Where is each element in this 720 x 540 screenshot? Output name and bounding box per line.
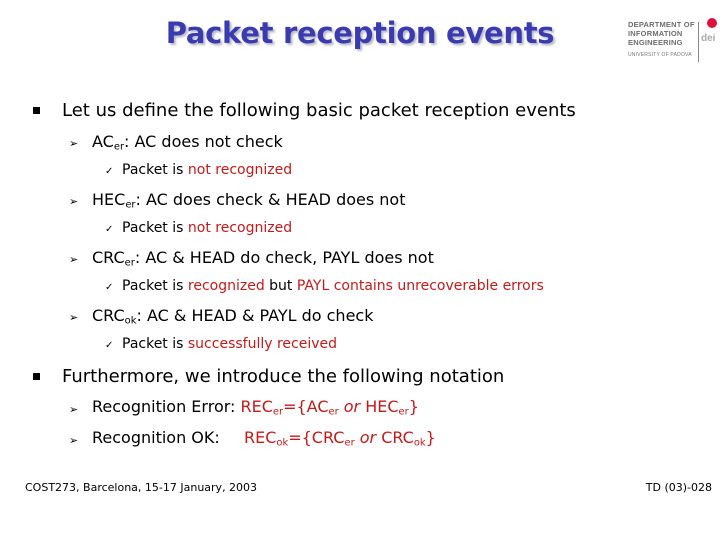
event-hec-er-note: Packet is not recognized [122, 220, 293, 236]
event-crc-er-note: Packet is recognized but PAYL contains unrecoverable errors [122, 278, 544, 294]
logo-text: DEPARTMENT OF INFORMATION ENGINEERING [628, 20, 695, 47]
arrow-bullet-icon: ➢ [69, 403, 79, 416]
arrow-bullet-icon: ➢ [69, 434, 79, 447]
event-hec-er: $HEC_{er}$: AC does check & HEAD does not [92, 190, 406, 211]
bullet-intro: Let us define the following basic packet reception events [62, 100, 576, 121]
footer-left: COST273, Barcelona, 15-17 January, 2003 [25, 481, 258, 494]
footer-right: TD (03)-028 [645, 481, 712, 494]
square-bullet-icon [33, 107, 40, 114]
check-bullet-icon: ✓ [105, 340, 114, 351]
notation-recognition-ok-label: Recognition OK: [92, 428, 220, 447]
arrow-bullet-icon: ➢ [69, 195, 79, 208]
arrow-bullet-icon: ➢ [69, 253, 79, 266]
logo-side-text: dei [701, 33, 716, 44]
check-bullet-icon: ✓ [105, 224, 114, 235]
bullet-notation: Furthermore, we introduce the following notation [62, 366, 505, 387]
department-logo [628, 18, 718, 66]
square-bullet-icon [33, 373, 40, 380]
slide-title: Packet reception events [165, 16, 555, 50]
logo-divider [698, 22, 699, 62]
check-bullet-icon: ✓ [105, 282, 114, 293]
logo-red-dot [707, 18, 717, 28]
arrow-bullet-icon: ➢ [69, 311, 79, 324]
logo-university: UNIVERSITY OF PADOVA [628, 52, 692, 58]
event-ac-er-note: Packet is not recognized [122, 162, 293, 178]
event-ac-er: $AC_{er}$: AC does not check [92, 132, 283, 153]
event-crc-er: $CRC_{er}$: AC & HEAD do check, PAYL does not [92, 248, 434, 269]
event-crc-ok: $CRC_{ok}$: AC & HEAD & PAYL do check [92, 306, 374, 327]
arrow-bullet-icon: ➢ [69, 137, 79, 150]
notation-recognition-ok: $REC_{ok}=\{CRC_{er}$ or $CRC_{ok}$} [244, 428, 436, 449]
notation-recognition-error: Recognition Error: $REC_{er}=\{AC_{er}$ or $HEC_{er}$} [92, 397, 419, 418]
check-bullet-icon: ✓ [105, 166, 114, 177]
event-crc-ok-note: Packet is successfully received [122, 336, 338, 352]
